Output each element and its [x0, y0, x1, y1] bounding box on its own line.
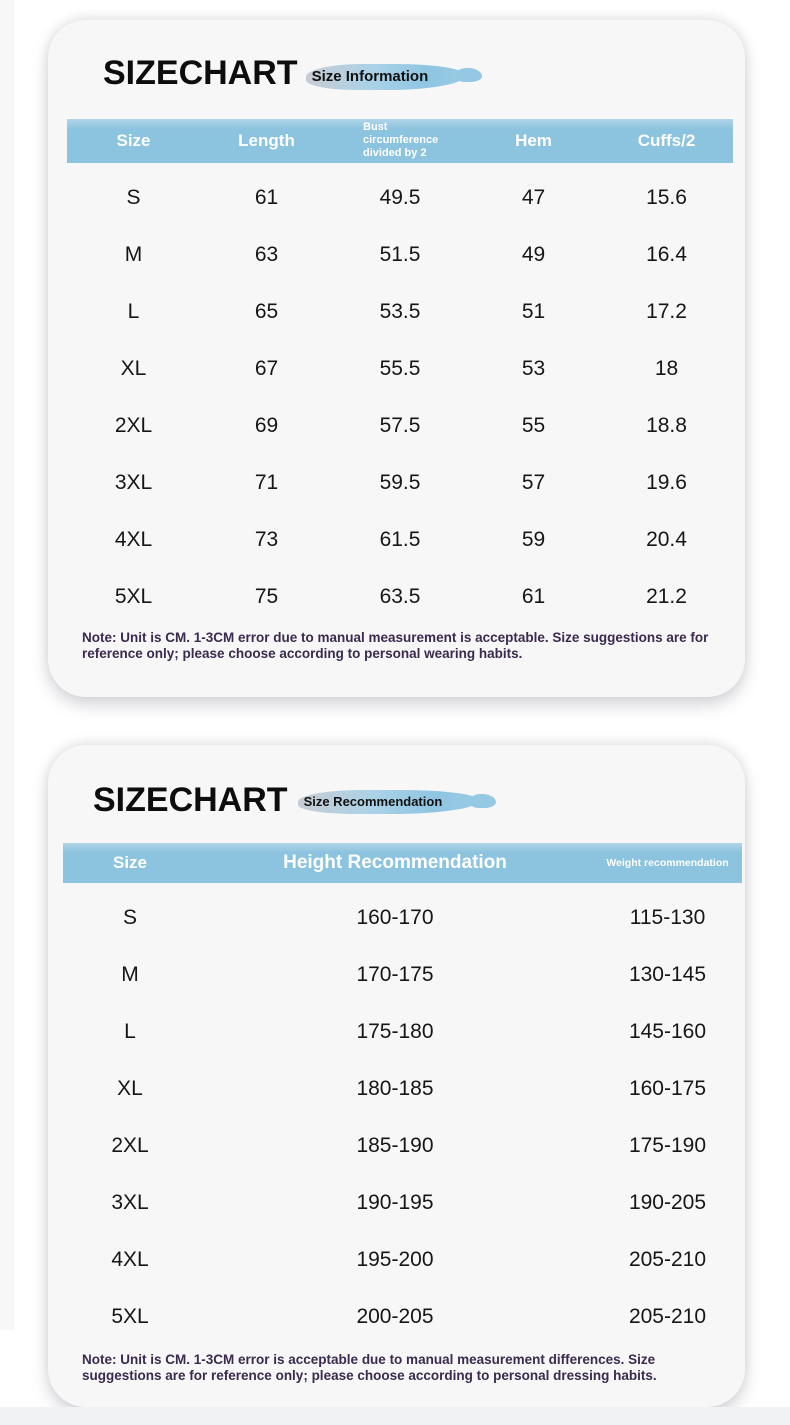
cell-bust: 59.5 — [379, 471, 421, 495]
table-row — [67, 170, 733, 227]
column-header-hem: Hem — [515, 130, 552, 150]
cell-length: 65 — [254, 300, 279, 324]
cell-size: 4XL — [114, 528, 153, 552]
table-row — [63, 1232, 742, 1289]
page-bottom-strip — [0, 1407, 790, 1425]
cell-weight: 190-205 — [628, 1191, 707, 1215]
cell-hem: 61 — [521, 585, 546, 609]
size-information-table-body — [67, 163, 733, 626]
table-row — [67, 455, 733, 512]
page-left-edge-strip — [0, 0, 14, 1330]
table-row — [67, 227, 733, 284]
cell-length: 75 — [254, 585, 279, 609]
cell-bust: 53.5 — [379, 300, 421, 324]
size-information-table-header — [67, 119, 733, 163]
cell-length: 63 — [254, 243, 279, 267]
cell-bust: 55.5 — [379, 357, 421, 381]
cell-cuffs: 19.6 — [646, 471, 687, 495]
cell-cuffs: 17.2 — [646, 300, 687, 324]
cell-size: XL — [120, 357, 147, 381]
cell-size: 3XL — [111, 1191, 149, 1215]
column-header-height: Height Recommendation — [283, 851, 507, 873]
cell-cuffs: 18.8 — [646, 414, 687, 438]
cell-size: 2XL — [114, 414, 153, 438]
cell-weight: 205-210 — [628, 1248, 707, 1272]
cell-weight: 115-130 — [629, 906, 706, 930]
cell-bust: 61.5 — [379, 528, 421, 552]
cell-size: S — [126, 186, 141, 210]
cell-cuffs: 18 — [654, 357, 679, 381]
card2-title-row — [48, 745, 745, 819]
table-row — [67, 512, 733, 569]
cell-length: 69 — [254, 414, 279, 438]
cell-weight: 130-145 — [628, 963, 707, 987]
cell-size: L — [127, 300, 140, 324]
cell-cuffs: 20.4 — [646, 528, 687, 552]
cell-hem: 49 — [521, 243, 546, 267]
cell-length: 71 — [254, 471, 279, 495]
table-row — [67, 284, 733, 341]
table-row — [63, 1289, 742, 1346]
column-header-length: Length — [238, 130, 295, 150]
column-header-weight: Weight recommendation — [606, 856, 729, 869]
cell-height: 180-185 — [356, 1077, 434, 1101]
cell-hem: 51 — [521, 300, 546, 324]
table-row — [63, 1061, 742, 1118]
cell-length: 73 — [254, 528, 279, 552]
cell-weight: 205-210 — [628, 1305, 707, 1329]
cell-size: 5XL — [114, 585, 153, 609]
size-recommendation-card — [48, 745, 745, 1407]
measurement-note: Note: Unit is CM. 1-3CM error is acceptable due to manual measurement differences. Size suggestions are for reference only; please choose according to personal dressing habits. — [82, 1351, 657, 1384]
cell-size: 2XL — [111, 1134, 149, 1158]
cell-size: S — [122, 906, 137, 930]
table-row — [63, 1118, 742, 1175]
card1-title-row — [48, 20, 745, 92]
card2-subtitle-brush-highlight: Size Recommendation — [298, 790, 453, 814]
cell-height: 195-200 — [356, 1248, 434, 1272]
cell-height: 160-170 — [356, 906, 434, 930]
cell-size: 5XL — [111, 1305, 149, 1329]
cell-hem: 47 — [521, 186, 546, 210]
table-row — [63, 1175, 742, 1232]
table-row — [67, 341, 733, 398]
cell-height: 170-175 — [356, 963, 434, 987]
cell-hem: 57 — [521, 471, 546, 495]
card1-subtitle-brush-highlight: Size Information — [306, 64, 439, 90]
cell-bust: 51.5 — [379, 243, 421, 267]
cell-bust: 57.5 — [379, 414, 421, 438]
cell-size: L — [124, 1020, 136, 1044]
size-recommendation-table-body — [63, 883, 742, 1346]
column-header-bust: Bust circumference divided by 2 — [363, 120, 439, 160]
cell-height: 185-190 — [356, 1134, 434, 1158]
card1-title: SIZECHART — [103, 54, 298, 92]
card2-title: SIZECHART — [93, 781, 288, 819]
cell-size: 4XL — [111, 1248, 149, 1272]
column-header-size: Size — [116, 130, 151, 150]
cell-height: 190-195 — [356, 1191, 434, 1215]
cell-length: 67 — [254, 357, 279, 381]
measurement-note: Note: Unit is CM. 1-3CM error due to manual measurement is acceptable. Size suggestions are for reference only; please choose according to personal wearing habits. — [82, 629, 709, 662]
cell-size: M — [124, 243, 143, 267]
cell-hem: 55 — [521, 414, 546, 438]
table-row — [67, 569, 733, 626]
cell-hem: 59 — [521, 528, 546, 552]
cell-bust: 63.5 — [379, 585, 421, 609]
cell-height: 200-205 — [356, 1305, 434, 1329]
cell-size: 3XL — [114, 471, 153, 495]
cell-size: M — [121, 963, 139, 987]
cell-hem: 53 — [521, 357, 546, 381]
cell-cuffs: 21.2 — [646, 585, 687, 609]
table-row — [67, 398, 733, 455]
cell-weight: 175-190 — [628, 1134, 707, 1158]
cell-size: XL — [117, 1077, 143, 1101]
cell-weight: 160-175 — [628, 1077, 707, 1101]
size-information-card — [48, 20, 745, 697]
size-recommendation-table-header — [63, 843, 742, 883]
cell-cuffs: 16.4 — [646, 243, 687, 267]
cell-weight: 145-160 — [628, 1020, 707, 1044]
table-row — [63, 1004, 742, 1061]
column-header-size: Size — [112, 852, 148, 872]
cell-bust: 49.5 — [379, 186, 421, 210]
column-header-cuffs: Cuffs/2 — [637, 130, 696, 150]
cell-height: 175-180 — [356, 1020, 434, 1044]
table-row — [63, 890, 742, 947]
cell-length: 61 — [254, 186, 279, 210]
table-row — [63, 947, 742, 1004]
cell-cuffs: 15.6 — [646, 186, 687, 210]
